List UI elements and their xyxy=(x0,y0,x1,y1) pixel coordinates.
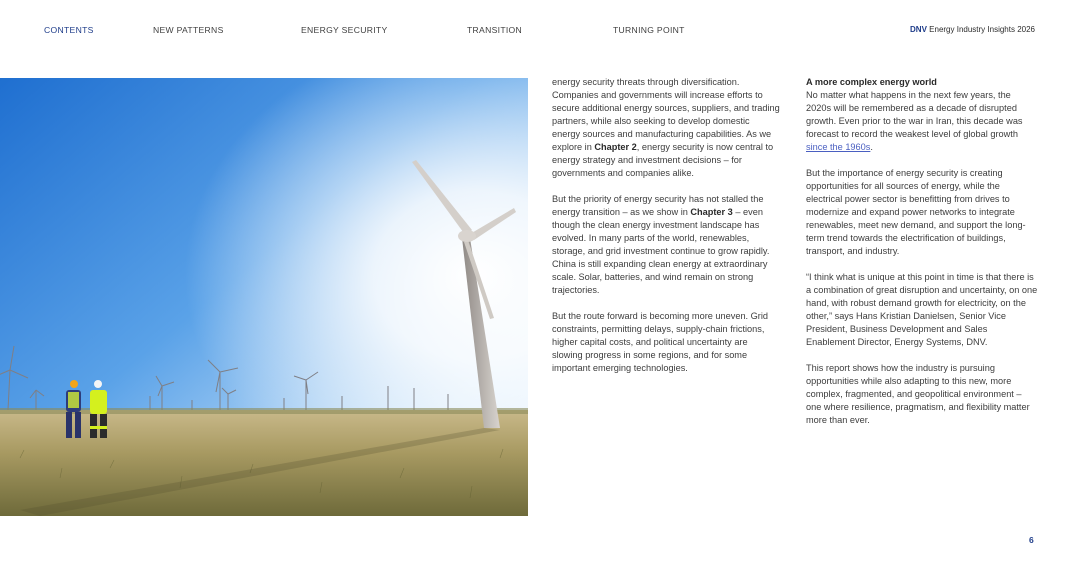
paragraph: But the route forward is becoming more uneven. Grid constraints, permitting delays, supply-chain frictions, higher capital costs, and political uncertainty are slowing progress in some regions, and for some important emerging technologies. xyxy=(552,311,769,373)
source-link[interactable]: since the 1960s xyxy=(806,142,871,152)
text-column-right xyxy=(806,76,1038,440)
hero-photo xyxy=(0,78,528,516)
publication-title xyxy=(910,25,1035,34)
chapter-reference: Chapter 2 xyxy=(594,142,637,152)
section-heading: A more complex energy world xyxy=(806,77,937,87)
page-number: 6 xyxy=(1029,535,1034,545)
nav-energy-security[interactable]: ENERGY SECURITY xyxy=(301,25,388,35)
publication-name: Energy Industry Insights 2026 xyxy=(929,25,1035,34)
nav-new-patterns[interactable]: NEW PATTERNS xyxy=(153,25,224,35)
nav-contents[interactable]: CONTENTS xyxy=(44,25,94,35)
paragraph: No matter what happens in the next few years, the 2020s will be remembered as a decade of disrupted growth. Even prior to the war in Iran, this decade was forecast to record the weakest level of global growth since the 1960s. xyxy=(806,90,1023,152)
paragraph: energy security threats through diversification. Companies and governments will increase efforts to secure additional energy sources, suppliers, and trading partners, while also seeking to develop domestic energy sources and manufacturing capabilities. As we explore in Chapter 2, energy security is now central to energy strategy and investment decisions – for governments and companies alike. xyxy=(552,77,780,178)
nav-turning-point[interactable]: TURNING POINT xyxy=(613,25,685,35)
text-column-left xyxy=(552,76,780,388)
nav-transition[interactable]: TRANSITION xyxy=(467,25,523,35)
wind-farm-illustration xyxy=(0,78,528,516)
paragraph: This report shows how the industry is pursuing opportunities while also adapting to this new, more complex, fragmented, and geopolitical environment – one where resilience, pragmatism, and flexibility matter more than ever. xyxy=(806,363,1030,425)
paragraph: But the priority of energy security has not stalled the energy transition – as we show in Chapter 3 – even though the clean energy investment landscape has evolved. In many parts of the world, renewables, storage, and grid investment continue to grow rapidly. China is still expanding clean energy at extraordinary scale. Solar, batteries, and wind remain on strong trajectories. xyxy=(552,194,770,295)
paragraph: But the importance of energy security is creating opportunities for all sources of energy, while the electrical power sector is benefitting from drives to modernize and expand power networks to integrate renewables, meet new demand, and support the long-term trend towards the electrification of buildings, transport, and industry. xyxy=(806,168,1026,256)
dnv-logo: DNV xyxy=(910,25,927,34)
top-navigation xyxy=(0,0,1080,60)
quote-paragraph: “I think what is unique at this point in time is that there is a combination of great disruption and uncertainty, on one hand, with robust demand growth for electricity, on the other,” says Hans Kristian Danielsen, Senior Vice President, Business Development and Sales Enablement Director, Energy Systems, DNV. xyxy=(806,272,1038,347)
chapter-reference: Chapter 3 xyxy=(690,207,733,217)
